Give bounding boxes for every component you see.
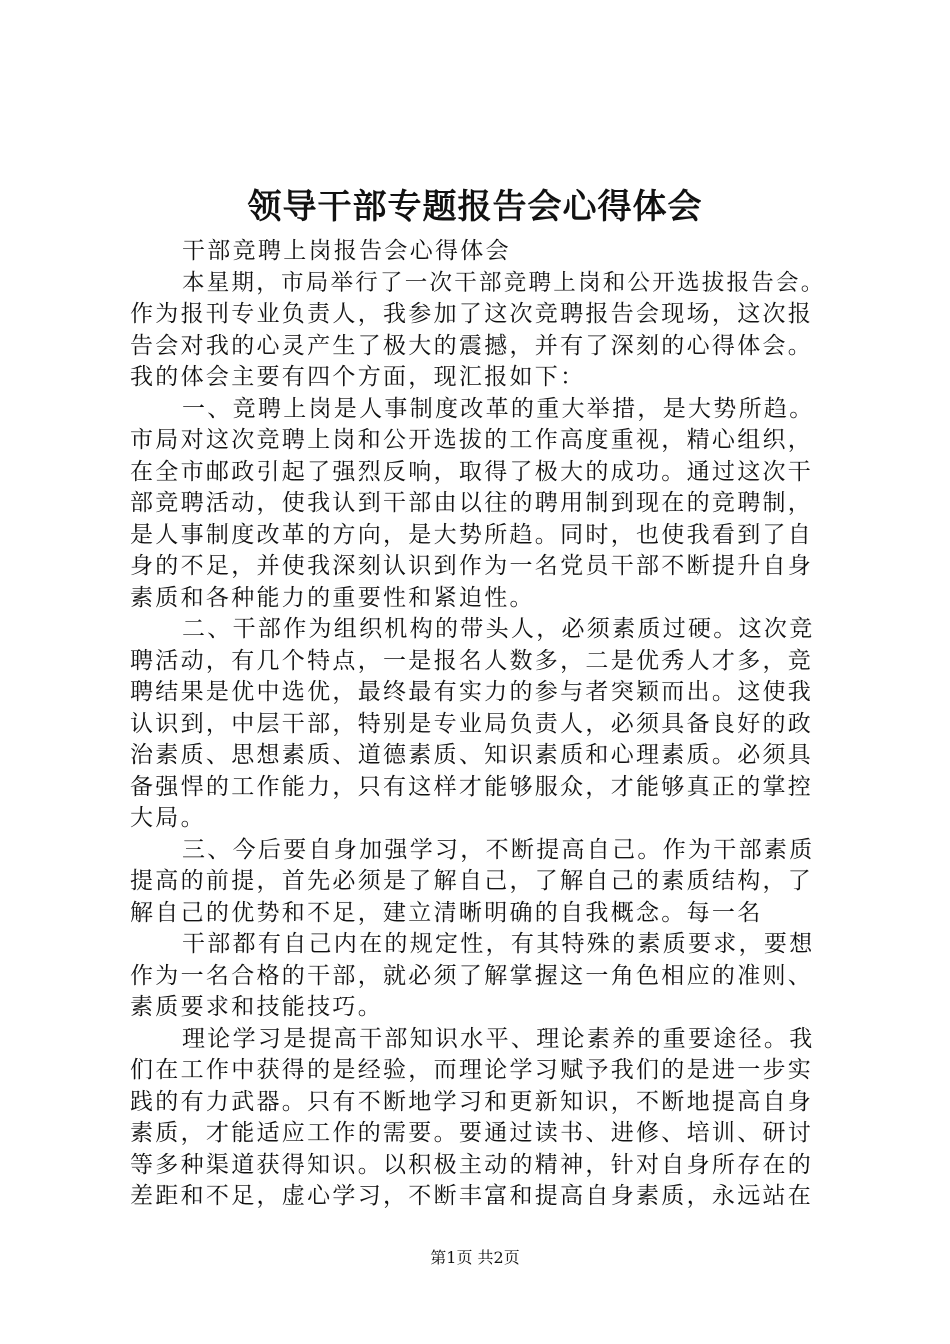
body-line: 一、竞聘上岗是人事制度改革的重大举措，是大势所趋。 xyxy=(182,395,815,422)
body-line: 聘结果是优中选优，最终最有实力的参与者突颖而出。这使我 xyxy=(130,679,814,705)
body-line: 理论学习是提高干部知识水平、理论素养的重要途径。我 xyxy=(182,1025,815,1052)
body-line: 素质要求和技能技巧。 xyxy=(130,994,383,1020)
document-title: 领导干部专题报告会心得体会 xyxy=(247,187,703,227)
document-body xyxy=(130,236,830,1213)
body-line: 素质和各种能力的重要性和紧迫性。 xyxy=(130,584,535,611)
body-line: 身的不足，并使我深刻认识到作为一名党员干部不断提升自身 xyxy=(130,553,814,579)
body-line: 等多种渠道获得知识。以积极主动的精神，针对自身所存在的 xyxy=(130,1151,814,1178)
body-line: 作为一名合格的干部，就必须了解掌握这一角色相应的准则、 xyxy=(130,962,814,989)
body-line: 们在工作中获得的是经验，而理论学习赋予我们的是进一步实 xyxy=(130,1057,814,1083)
body-line: 干部都有自己内在的规定性，有其特殊的素质要求，要想 xyxy=(182,931,815,957)
page-indicator: 第1页 共2页 xyxy=(430,1248,520,1267)
body-line: 在全市邮政引起了强烈反响，取得了极大的成功。通过这次干 xyxy=(130,458,814,485)
body-line: 告会对我的心灵产生了极大的震撼，并有了深刻的心得体会。 xyxy=(130,332,814,359)
body-line: 我的体会主要有四个方面，现汇报如下： xyxy=(130,364,586,390)
body-line: 备强悍的工作能力，只有这样才能够服众，才能够真正的掌控 xyxy=(130,773,814,800)
body-line: 大局。 xyxy=(130,805,206,831)
body-line: 二、干部作为组织机构的带头人，必须素质过硬。这次竞 xyxy=(182,616,815,642)
body-line: 解自己的优势和不足，建立清晰明确的自我概念。每一名 xyxy=(130,899,763,926)
body-line: 差距和不足，虚心学习，不断丰富和提高自身素质，永远站在 xyxy=(130,1183,814,1209)
body-line: 市局对这次竞聘上岗和公开选拔的工作高度重视，精心组织， xyxy=(130,427,814,453)
body-line: 作为报刊专业负责人，我参加了这次竞聘报告会现场，这次报 xyxy=(130,301,814,327)
body-line: 干部竞聘上岗报告会心得体会 xyxy=(182,238,511,264)
body-line: 认识到，中层干部，特别是专业局负责人，必须具备良好的政 xyxy=(130,710,814,737)
body-line: 本星期，市局举行了一次干部竞聘上岗和公开选拔报告会。 xyxy=(182,269,826,296)
body-line: 践的有力武器。只有不断地学习和更新知识，不断地提高自身 xyxy=(130,1088,814,1115)
body-line: 部竞聘活动，使我认到干部由以往的聘用制到现在的竞聘制， xyxy=(130,490,814,516)
body-line: 素质，才能适应工作的需要。要通过读书、进修、培训、研讨 xyxy=(130,1120,814,1146)
body-line: 三、今后要自身加强学习，不断提高自己。作为干部素质 xyxy=(182,836,815,863)
body-line: 是人事制度改革的方向，是大势所趋。同时，也使我看到了自 xyxy=(130,521,814,548)
body-line: 治素质、思想素质、道德素质、知识素质和心理素质。必须具 xyxy=(130,742,814,768)
body-line: 聘活动，有几个特点，一是报名人数多，二是优秀人才多，竞 xyxy=(130,647,814,674)
body-line: 提高的前提，首先必须是了解自己，了解自己的素质结构，了 xyxy=(130,868,814,894)
